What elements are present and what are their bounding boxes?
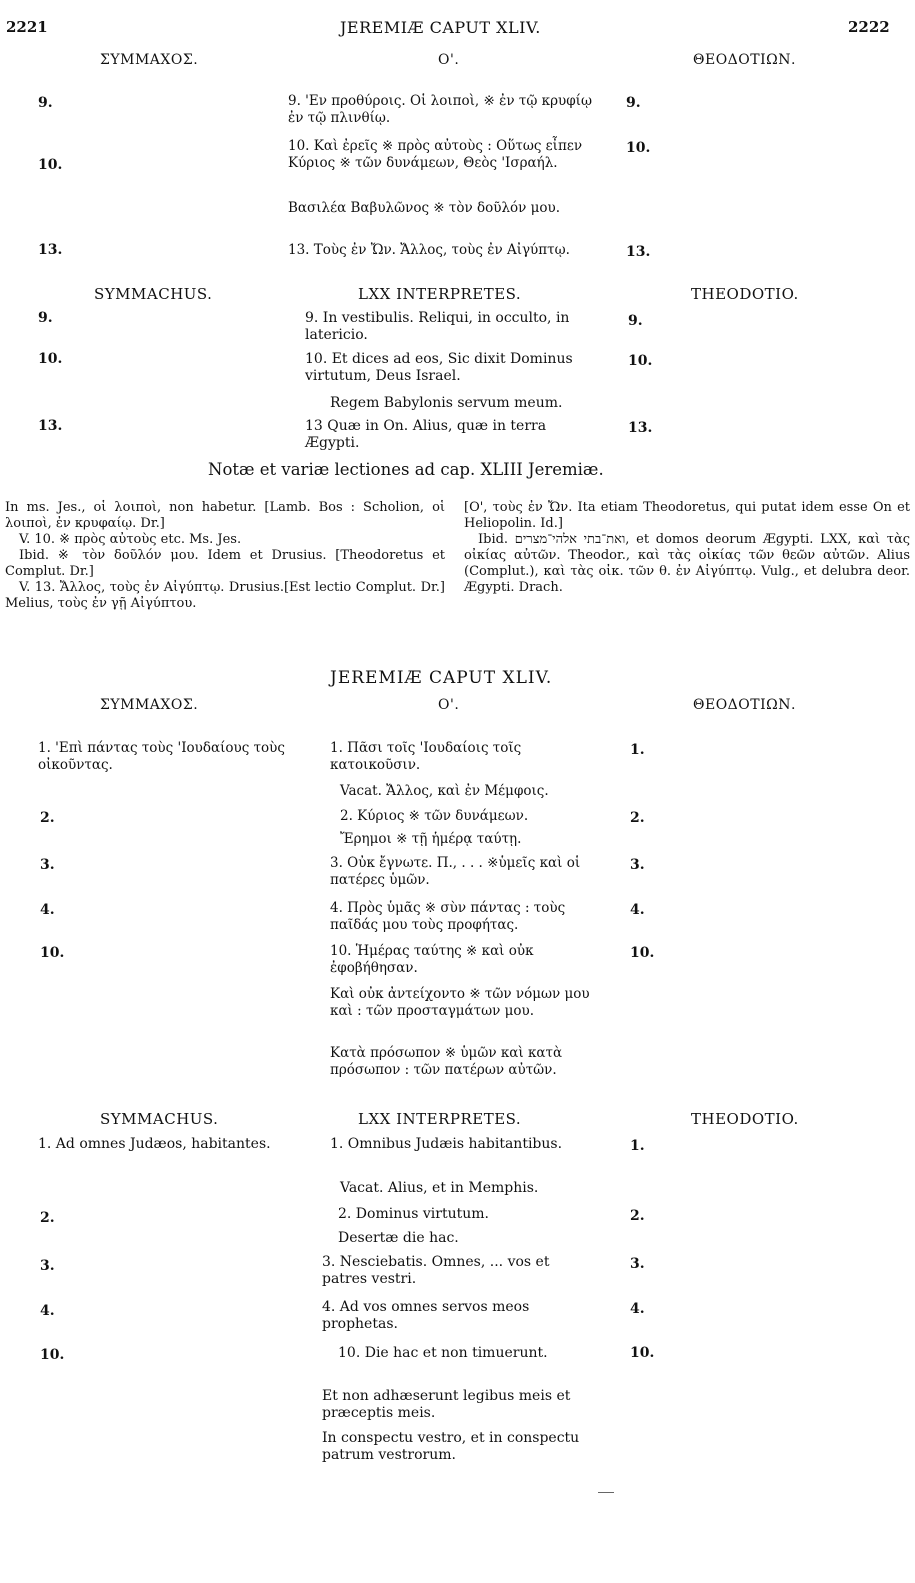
verse-num-left: 10. (38, 157, 63, 173)
footer-rule (598, 1492, 614, 1493)
notes-title: Notæ et variæ lectiones ad cap. XLIII Jeremiæ. (208, 460, 604, 479)
verse-num-left: 13. (38, 242, 63, 258)
symmachus-verse-text: 1. Ad omnes Judæos, habitantes. (38, 1136, 271, 1152)
col-head-theodotion-greek: ΘΕΟΔΟΤΙΩΝ. (693, 697, 796, 713)
lxx-verse-text: 1. Omnibus Judæis habitantibus. (330, 1136, 563, 1152)
verse-num-right: 10. (630, 945, 655, 961)
verse-num-right: 13. (626, 244, 651, 260)
notes-left-column (5, 500, 445, 612)
note-paragraph: In ms. Jes., οἱ λοιποὶ, non habetur. [Lamb. Bos : Scholion, οἱ λοιποὶ, ἐν κρυφαίῳ. Dr.] (5, 500, 445, 531)
col-head-symmachus-latin: SYMMACHUS. (94, 285, 213, 303)
verse-num-left: 13. (38, 418, 63, 434)
lxx-verse-text: Ἔρημοι ※ τῇ ἡμέρᾳ ταύτῃ. (340, 831, 522, 847)
verse-num-left: 2. (40, 1210, 55, 1226)
col-head-symmachus-latin: SYMMACHUS. (100, 1110, 219, 1128)
lxx-verse-text: 9. 'Εν προθύροις. Οἱ λοιποὶ, ※ ἐν τῷ κρυφίῳ ἐν τῷ πλινθίῳ. (288, 93, 592, 126)
lxx-verse-text: Κατὰ πρόσωπον ※ ὑμῶν καὶ κατὰ πρόσωπον : τῶν πατέρων αὐτῶν. (330, 1045, 563, 1078)
col-head-lxx-latin: LXX INTERPRETES. (358, 285, 522, 303)
verse-num-right: 9. (628, 313, 643, 329)
lxx-verse-text: 4. Πρὸς ὑμᾶς ※ σὺν πάντας : τοὺς παῖδάς μου τοὺς προφήτας. (330, 900, 566, 933)
symmachus-verse-text: 1. 'Επὶ πάντας τοὺς 'Ιουδαίους τοὺς οἰκοῦντας. (38, 740, 285, 773)
lxx-verse-text: 1. Πᾶσι τοῖς 'Ιουδαίοις τοῖς κατοικοῦσιν. (330, 740, 522, 773)
verse-num-left: 3. (40, 857, 55, 873)
col-head-theodotion-greek: ΘΕΟΔΟΤΙΩΝ. (693, 52, 796, 68)
lxx-verse-text: 10. Ἡμέρας ταύτης ※ καὶ οὐκ ἐφοβήθησαν. (330, 943, 534, 976)
note-paragraph: V. 10. ※ πρὸς αὐτοὺς etc. Ms. Jes. (19, 532, 242, 547)
page-number-right: 2222 (848, 18, 890, 36)
note-paragraph: Ibid. ואת־בתי אלהי־מצרים, et domos deorum Ægypti. LXX, καὶ τὰς οἰκίας αὐτῶν. Theodor., καὶ τὰς οἰκίας τῶν θεῶν αὐτῶν. Alius (Complut.), καὶ τὰς οἰκ. τῶν θ. ἐν Αἰγύπτῳ. Vulg., et delubra deor. Ægypti. Drach. (464, 532, 911, 595)
lxx-verse-text: Regem Babylonis servum meum. (330, 395, 563, 411)
verse-num-left: 9. (38, 310, 53, 326)
verse-num-right: 10. (626, 140, 651, 156)
col-head-theodotion-latin: THEODOTIO. (691, 285, 799, 303)
lxx-verse-text: Desertæ die hac. (338, 1230, 459, 1246)
lxx-verse-text: 3. Nesciebatis. Omnes, ... vos et patres vestri. (322, 1254, 550, 1287)
notes-right-column (464, 500, 910, 596)
lxx-verse-text: Vacat. Ἄλλος, καὶ ἐν Μέμφοις. (340, 783, 549, 799)
verse-num-right: 1. (630, 742, 645, 758)
col-head-lxx-greek: Ο'. (438, 52, 460, 68)
running-title: JEREMIÆ CAPUT XLIV. (340, 18, 541, 37)
lxx-verse-text: 2. Κύριος ※ τῶν δυνάμεων. (340, 808, 529, 824)
lxx-verse-text: Vacat. Alius, et in Memphis. (340, 1180, 539, 1196)
verse-num-right: 3. (630, 857, 645, 873)
verse-num-right: 9. (626, 95, 641, 111)
verse-num-left: 2. (40, 810, 55, 826)
lxx-verse-text: Βασιλέα Βαβυλῶνος ※ τὸν δοῦλόν μου. (288, 200, 561, 216)
col-head-theodotion-latin: THEODOTIO. (691, 1110, 799, 1128)
verse-num-right: 13. (628, 420, 653, 436)
verse-num-left: 10. (40, 1347, 65, 1363)
chapter-title: JEREMIÆ CAPUT XLIV. (330, 668, 553, 688)
verse-num-right: 1. (630, 1138, 645, 1154)
verse-num-right: 4. (630, 1301, 645, 1317)
col-head-lxx-greek: Ο'. (438, 697, 460, 713)
lxx-verse-text: 2. Dominus virtutum. (338, 1206, 489, 1222)
lxx-verse-text: 13 Quæ in On. Alius, quæ in terra Ægypti. (305, 418, 547, 451)
lxx-verse-text: 13. Τοὺς ἐν Ὤν. Ἄλλος, τοὺς ἐν Αἰγύπτῳ. (288, 242, 570, 258)
verse-num-left: 4. (40, 902, 55, 918)
lxx-verse-text: 10. Die hac et non timuerunt. (338, 1345, 548, 1361)
lxx-verse-text: 9. In vestibulis. Reliqui, in occulto, in latericio. (305, 310, 570, 343)
lxx-verse-text: In conspectu vestro, et in conspectu patrum vestrorum. (322, 1430, 580, 1463)
lxx-verse-text: Et non adhæserunt legibus meis et præceptis meis. (322, 1388, 571, 1421)
note-paragraph: [Ο', τοὺς ἐν Ὤν. Ita etiam Theodoretus, qui putat idem esse On et Heliopolin. Id.] (464, 500, 910, 531)
verse-num-right: 2. (630, 810, 645, 826)
verse-num-right: 2. (630, 1208, 645, 1224)
verse-num-right: 10. (628, 353, 653, 369)
verse-num-right: 3. (630, 1256, 645, 1272)
note-paragraph: V. 13. Ἄλλος, τοὺς ἐν Αἰγύπτῳ. Drusius.[Est lectio Complut. Dr.] Melius, τοὺς ἐν γῇ Αἰγύπτου. (5, 580, 445, 611)
note-paragraph: Ibid. ※ τὸν δοῦλόν μου. Idem et Drusius. [Theodoretus et Complut. Dr.] (5, 548, 445, 579)
lxx-verse-text: 4. Ad vos omnes servos meos prophetas. (322, 1299, 530, 1332)
verse-num-right: 4. (630, 902, 645, 918)
col-head-lxx-latin: LXX INTERPRETES. (358, 1110, 522, 1128)
lxx-verse-text: 10. Καὶ ἐρεῖς ※ πρὸς αὐτοὺς : Οὕτως εἶπεν Κύριος ※ τῶν δυνάμεων, Θεὸς 'Ισραήλ. (288, 138, 583, 171)
lxx-verse-text: Καὶ οὐκ ἀντείχοντο ※ τῶν νόμων μου καὶ : τῶν προσταγμάτων μου. (330, 986, 590, 1019)
col-head-symmachus-greek: ΣΥΜΜΑΧΟΣ. (100, 52, 199, 68)
verse-num-left: 10. (38, 351, 63, 367)
verse-num-left: 4. (40, 1303, 55, 1319)
col-head-symmachus-greek: ΣΥΜΜΑΧΟΣ. (100, 697, 199, 713)
verse-num-left: 10. (40, 945, 65, 961)
lxx-verse-text: 10. Et dices ad eos, Sic dixit Dominus virtutum, Deus Israel. (305, 351, 573, 384)
verse-num-right: 10. (630, 1345, 655, 1361)
verse-num-left: 9. (38, 95, 53, 111)
page-number-left: 2221 (6, 18, 48, 36)
verse-num-left: 3. (40, 1258, 55, 1274)
lxx-verse-text: 3. Οὐκ ἔγνωτε. Π., . . . ※ὑμεῖς καὶ οἱ πατέρες ὑμῶν. (330, 855, 581, 888)
